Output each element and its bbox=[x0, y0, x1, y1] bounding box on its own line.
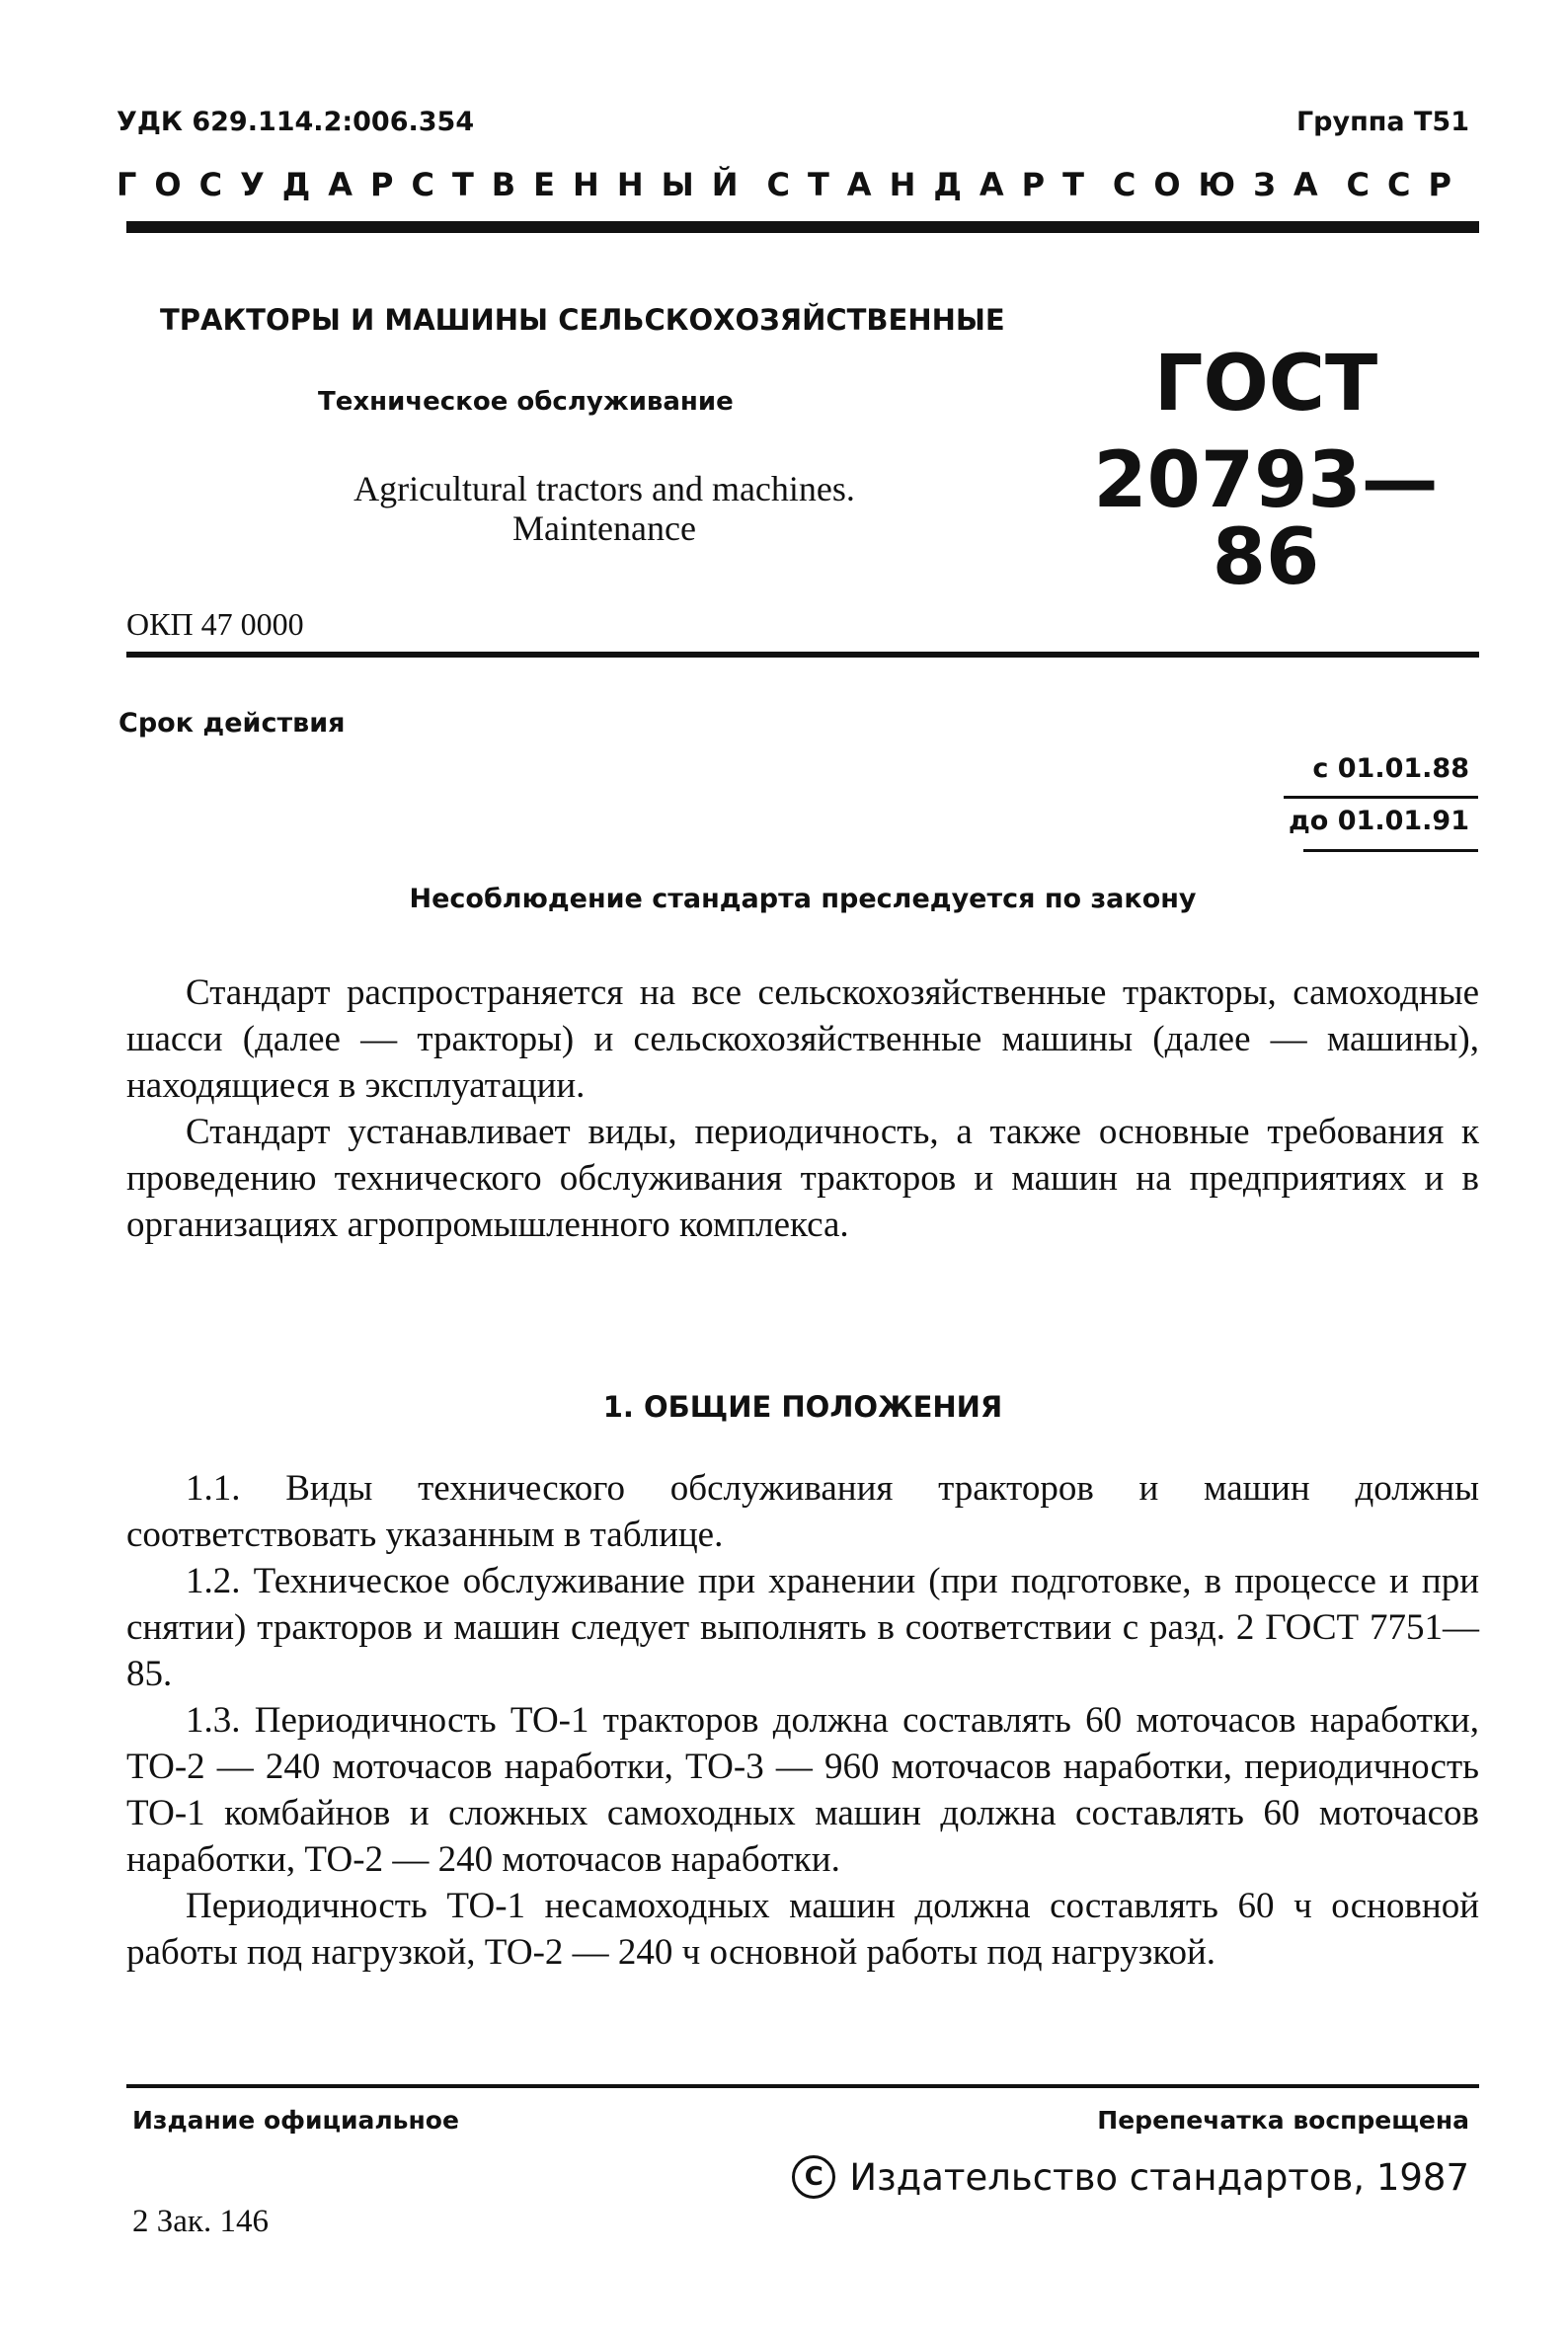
section-body bbox=[126, 1465, 1479, 1976]
official-edition: Издание официальное bbox=[132, 2106, 459, 2135]
document-topic: ТРАКТОРЫ И МАШИНЫ СЕЛЬСКОХОЗЯЙСТВЕННЫЕ bbox=[160, 303, 1005, 337]
header-divider bbox=[126, 221, 1479, 233]
section-title: 1. ОБЩИЕ ПОЛОЖЕНИЯ bbox=[602, 1390, 1003, 1424]
state-standard-heading bbox=[117, 166, 1469, 203]
gost-number: 20793—86 bbox=[1093, 436, 1439, 602]
validity-underline bbox=[1303, 849, 1478, 852]
order-number: 2 Зак. 146 bbox=[132, 2204, 269, 2239]
reprint-notice: Перепечатка воспрещена bbox=[1097, 2106, 1469, 2135]
state-standard-word-2: СТАНДАРТ bbox=[766, 166, 1102, 203]
copyright-text: Издательство стандартов, 1987 bbox=[849, 2155, 1469, 2199]
intro-text bbox=[126, 970, 1479, 1248]
udk-code: УДК 629.114.2:006.354 bbox=[117, 107, 475, 137]
title-divider bbox=[126, 652, 1479, 658]
section-paragraph: Периодичность ТО-1 несамоходных машин должна составлять 60 ч основной работы под нагрузкой, ТО-2 — 240 ч основной работы под нагрузкой. bbox=[126, 1886, 1479, 1973]
intro-paragraph: Стандарт распространяется на все сельскохозяйственные тракторы, самоходные шасси (далее — тракторы) и сельскохозяйственные машины (далее — машины), находящиеся в эксплуатации. bbox=[126, 972, 1479, 1106]
section-paragraph: 1.3. Периодичность ТО-1 тракторов должна составлять 60 моточасов наработки, ТО-2 — 240 моточасов наработки, ТО-3 — 960 моточасов наработки, периодичность ТО-1 комбайнов и сложных самоходных машин должна составлять 60 моточасов наработки, ТО-2 — 240 моточасов наработки. bbox=[126, 1700, 1479, 1880]
english-title bbox=[259, 469, 950, 549]
copyright bbox=[792, 2155, 1469, 2199]
gost-label: ГОСТ bbox=[1153, 340, 1378, 428]
state-standard-word-3: СОЮЗА bbox=[1112, 166, 1336, 203]
okp-code: ОКП 47 0000 bbox=[126, 606, 304, 642]
group-code: Группа Т51 bbox=[1295, 107, 1469, 137]
section-paragraph: 1.2. Техническое обслуживание при хранении (при подготовке, в процессе и при снятии) тракторов и машин следует выполнять в соответствии с разд. 2 ГОСТ 7751—85. bbox=[126, 1561, 1479, 1694]
state-standard-word-4: ССР bbox=[1346, 166, 1469, 203]
intro-paragraph: Стандарт устанавливает виды, периодичность, а также основные требования к проведению технического обслуживания тракторов и машин на предприятиях и в организациях агропромышленного комплекса. bbox=[126, 1112, 1479, 1245]
validity-from: с 01.01.88 bbox=[1312, 753, 1469, 784]
validity-to: до 01.01.91 bbox=[1289, 806, 1469, 836]
footer-divider bbox=[126, 2084, 1479, 2088]
validity-divider bbox=[1284, 796, 1478, 799]
english-title-line-2: Maintenance bbox=[512, 508, 696, 549]
state-standard-word-1: ГОСУДАРСТВЕННЫЙ bbox=[117, 166, 756, 203]
copyright-icon: С bbox=[792, 2155, 835, 2199]
document-subtopic: Техническое обслуживание bbox=[318, 387, 734, 417]
english-title-line-1: Agricultural tractors and machines. bbox=[353, 469, 855, 508]
validity-label: Срок действия bbox=[118, 708, 346, 739]
legal-notice: Несоблюдение стандарта преследуется по закону bbox=[409, 884, 1197, 914]
section-paragraph: 1.1. Виды технического обслуживания тракторов и машин должны соответствовать указанным в таблице. bbox=[126, 1468, 1479, 1555]
